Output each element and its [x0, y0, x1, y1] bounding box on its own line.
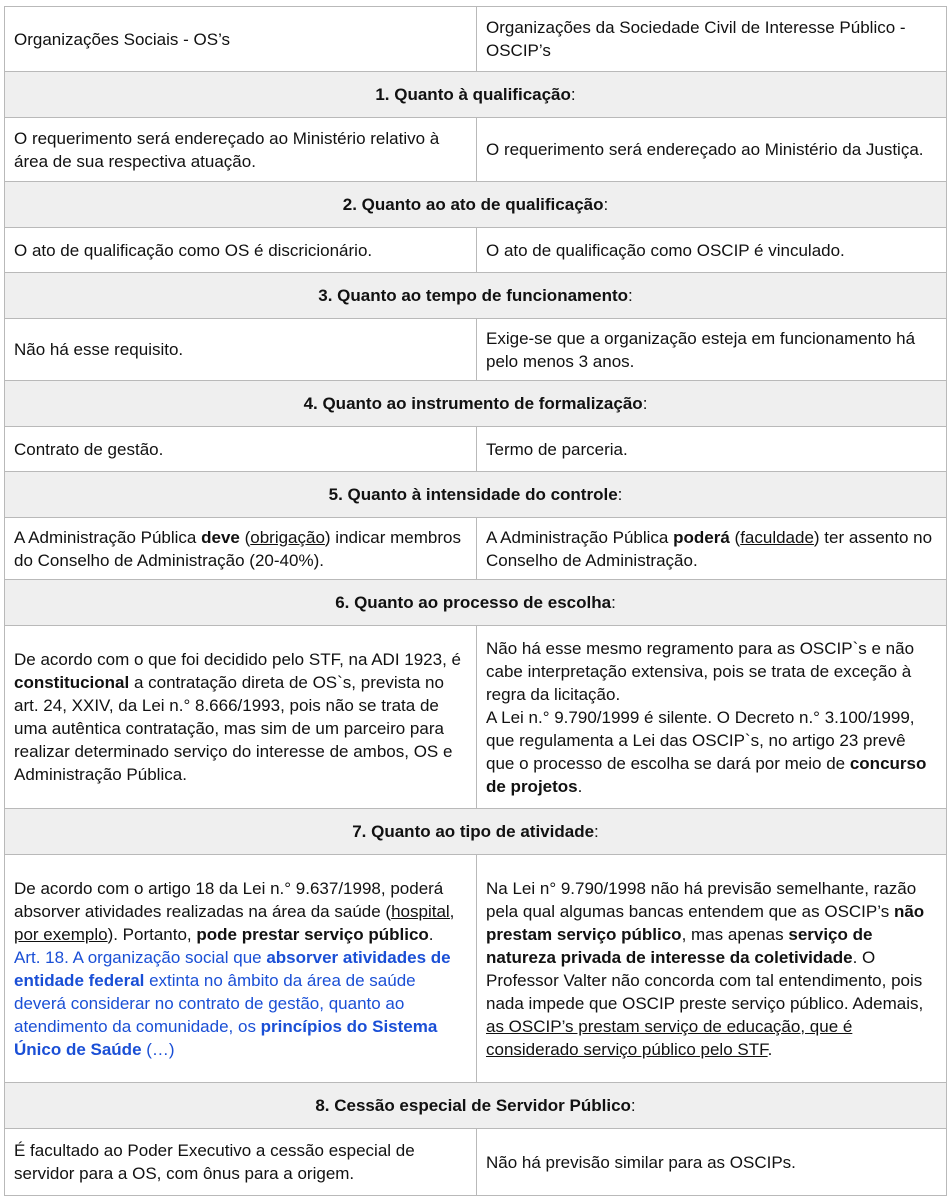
cell-oscip-tempo: Exige-se que a organização esteja em funcionamento há pelo menos 3 anos. [477, 319, 947, 381]
cell-os-ato: O ato de qualificação como OS é discricionário. [5, 228, 477, 273]
cell-oscip-instrumento: Termo de parceria. [477, 427, 947, 472]
section-row [5, 381, 947, 427]
section-heading-ato: 2. Quanto ao ato de qualificação: [5, 182, 947, 228]
cell-oscip-ato: O ato de qualificação como OSCIP é vinculado. [477, 228, 947, 273]
comparison-table [4, 6, 947, 1196]
section-heading-cessao: 8. Cessão especial de Servidor Público: [5, 1083, 947, 1129]
table-row [5, 518, 947, 580]
cell-os-qualificacao: O requerimento será endereçado ao Ministério relativo à área de sua respectiva atuação. [5, 118, 477, 182]
section-heading-tempo: 3. Quanto ao tempo de funcionamento: [5, 273, 947, 319]
section-row [5, 1083, 947, 1129]
cell-oscip-controle: A Administração Pública poderá (faculdade) ter assento no Conselho de Administração. [477, 518, 947, 580]
cell-oscip-qualificacao: O requerimento será endereçado ao Ministério da Justiça. [477, 118, 947, 182]
cell-os-instrumento: Contrato de gestão. [5, 427, 477, 472]
section-row [5, 182, 947, 228]
cell-oscip-cessao: Não há previsão similar para as OSCIPs. [477, 1129, 947, 1196]
header-oscip: Organizações da Sociedade Civil de Interesse Público - OSCIP’s [477, 7, 947, 72]
section-row [5, 273, 947, 319]
cell-os-cessao: É facultado ao Poder Executivo a cessão especial de servidor para a OS, com ônus para a origem. [5, 1129, 477, 1196]
section-heading-controle: 5. Quanto à intensidade do controle: [5, 472, 947, 518]
section-heading-qualificacao: 1. Quanto à qualificação: [5, 72, 947, 118]
section-row [5, 472, 947, 518]
cell-os-tempo: Não há esse requisito. [5, 319, 477, 381]
section-heading-atividade: 7. Quanto ao tipo de atividade: [5, 809, 947, 855]
section-heading-instrumento: 4. Quanto ao instrumento de formalização: [5, 381, 947, 427]
table-row [5, 228, 947, 273]
table-row [5, 118, 947, 182]
section-row [5, 580, 947, 626]
cell-oscip-atividade: Na Lei n° 9.790/1998 não há previsão semelhante, razão pela qual algumas bancas entendem que as OSCIP’s não prestam serviço público, mas apenas serviço de natureza privada de interesse da coletividade. O Professor Valter não concorda com tal entendimento, pois nada impede que OSCIP preste serviço público. Ademais, as OSCIP’s prestam serviço de educação, que é considerado serviço público pelo STF. [477, 855, 947, 1083]
cell-oscip-escolha: Não há esse mesmo regramento para as OSCIP`s e não cabe interpretação extensiva, pois se trata de exceção à regra da licitação. A Lei n.° 9.790/1999 é silente. O Decreto n.° 3.100/1999, que regulamenta a Lei das OSCIP`s, no artigo 23 prevê que o processo de escolha se dará por meio de concurso de projetos. [477, 626, 947, 809]
table-row [5, 626, 947, 809]
table-row [5, 319, 947, 381]
section-heading-escolha: 6. Quanto ao processo de escolha: [5, 580, 947, 626]
header-row [5, 7, 947, 72]
section-row [5, 72, 947, 118]
law-quote: Art. 18. A organização social que absorver atividades de entidade federal extinta no âmbito da área de saúde deverá considerar no contrato de gestão, quanto ao atendimento da comunidade, os princípios do Sistema Único de Saúde (…) [14, 947, 451, 1059]
table-row [5, 855, 947, 1083]
cell-os-atividade: De acordo com o artigo 18 da Lei n.° 9.637/1998, poderá absorver atividades realizadas na área da saúde (hospital, por exemplo). Portanto, pode prestar serviço público. Art. 18. A organização social que absorver atividades de entidade federal extinta no âmbito da área de saúde deverá considerar no contrato de gestão, quanto ao atendimento da comunidade, os princípios do Sistema Único de Saúde (…) [5, 855, 477, 1083]
table-row [5, 1129, 947, 1196]
cell-os-escolha: De acordo com o que foi decidido pelo STF, na ADI 1923, é constitucional a contratação direta de OS`s, prevista no art. 24, XXIV, da Lei n.° 8.666/1993, pois não se trata de uma autêntica contratação, mas sim de um parceiro para realizar determinado serviço do interesse de ambos, OS e Administração Pública. [5, 626, 477, 809]
table-row [5, 427, 947, 472]
header-os: Organizações Sociais - OS’s [5, 7, 477, 72]
cell-os-controle: A Administração Pública deve (obrigação) indicar membros do Conselho de Administração (20-40%). [5, 518, 477, 580]
section-row [5, 809, 947, 855]
